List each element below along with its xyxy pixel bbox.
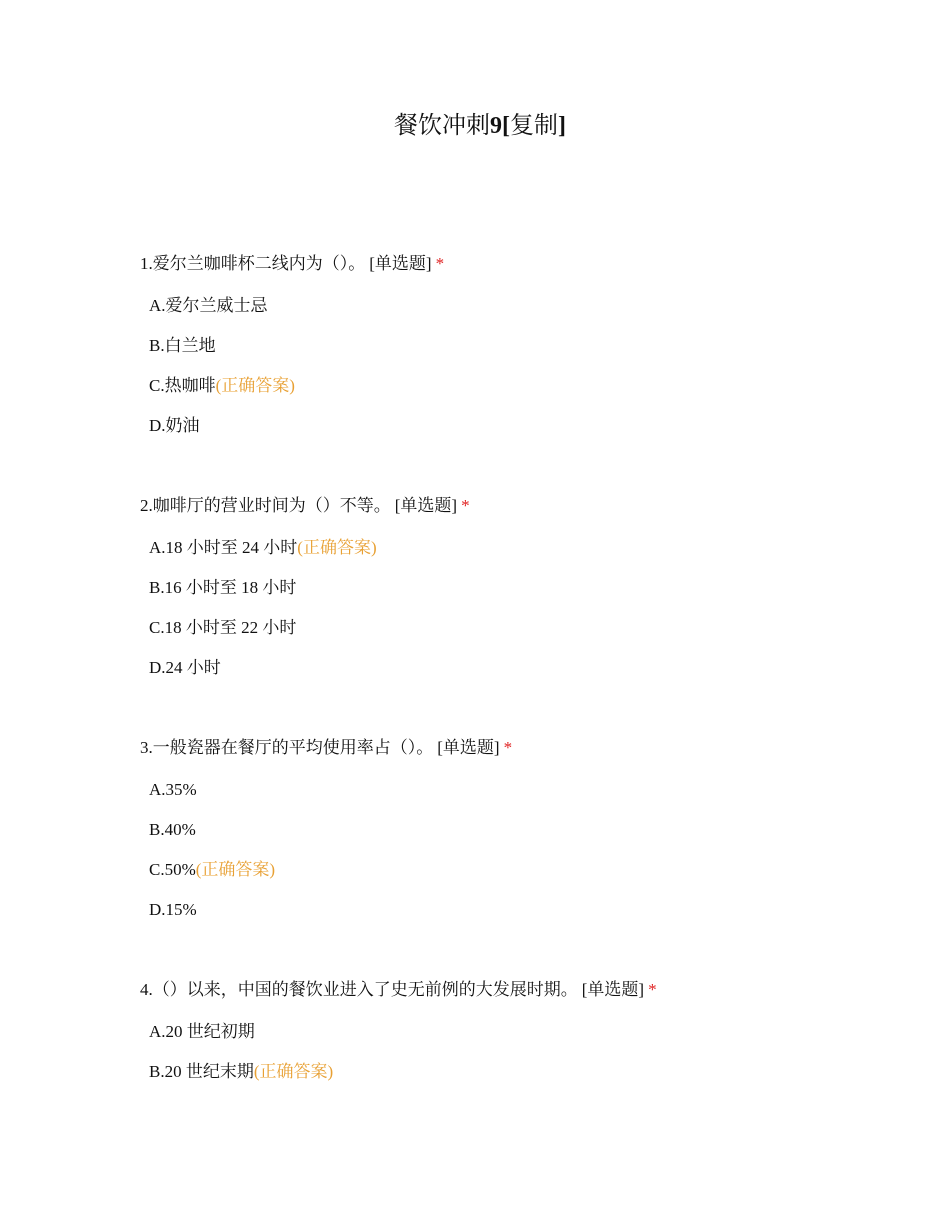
question-2	[140, 494, 900, 688]
question-title	[140, 736, 900, 760]
title-bracket-close: ]	[558, 113, 566, 139]
option-b[interactable]	[140, 568, 900, 608]
question-title	[140, 252, 900, 276]
option-a[interactable]	[140, 528, 900, 568]
required-mark: *	[503, 738, 513, 757]
correct-answer-note: (正确答案)	[297, 538, 377, 557]
option-label: A.爱尔兰威士忌	[149, 296, 268, 315]
title-prefix: 餐饮冲刺	[394, 113, 490, 139]
question-4	[140, 978, 900, 1092]
question-3	[140, 736, 900, 930]
option-label: C.18 小时至 22 小时	[149, 618, 297, 637]
correct-answer-note: (正确答案)	[253, 1062, 334, 1081]
question-title	[140, 494, 900, 518]
option-list	[140, 528, 900, 688]
option-a[interactable]	[140, 1012, 900, 1052]
option-d[interactable]	[140, 890, 900, 930]
option-b[interactable]	[140, 1052, 900, 1092]
option-label: D.奶油	[149, 416, 200, 435]
question-type: [单选题]	[394, 496, 458, 515]
question-title	[140, 978, 900, 1002]
option-c[interactable]	[140, 850, 900, 890]
option-label: B.白兰地	[149, 336, 216, 355]
option-label: A.18 小时至 24 小时	[149, 538, 298, 557]
option-d[interactable]	[140, 648, 900, 688]
option-b[interactable]	[140, 326, 900, 366]
option-label: A.35%	[149, 780, 197, 799]
question-text: 3.一般瓷器在餐厅的平均使用率占（）。	[140, 738, 434, 757]
option-a[interactable]	[140, 286, 900, 326]
option-label: C.热咖啡	[149, 376, 216, 395]
option-list	[140, 770, 900, 930]
option-b[interactable]	[140, 810, 900, 850]
question-text: 1.爱尔兰咖啡杯二线内为（）。	[140, 254, 366, 273]
title-bracket-open: [	[502, 113, 510, 139]
correct-answer-note: (正确答案)	[215, 376, 295, 395]
option-label: D.24 小时	[149, 658, 221, 677]
required-mark: *	[435, 254, 445, 273]
question-type: [单选题]	[581, 980, 645, 999]
question-1	[140, 252, 900, 446]
option-label: B.40%	[149, 820, 196, 839]
title-suffix: 复制	[510, 113, 558, 139]
option-d[interactable]	[140, 406, 900, 446]
option-label: B.16 小时至 18 小时	[149, 578, 297, 597]
option-c[interactable]	[140, 608, 900, 648]
correct-answer-note: (正确答案)	[195, 860, 276, 879]
question-text: 2.咖啡厅的营业时间为（）不等。	[140, 496, 391, 515]
option-list	[140, 286, 900, 446]
option-list	[140, 1012, 900, 1092]
option-label: B.20 世纪末期	[149, 1062, 254, 1081]
question-type: [单选题]	[369, 254, 432, 273]
required-mark: *	[648, 980, 657, 999]
question-text: 4.（）以来，中国的餐饮业进入了史无前例的大发展时期。	[140, 980, 578, 999]
option-label: A.20 世纪初期	[149, 1022, 255, 1041]
title-number: 9	[490, 113, 502, 139]
required-mark: *	[461, 496, 470, 515]
option-a[interactable]	[140, 770, 900, 810]
option-c[interactable]	[140, 366, 900, 406]
question-type: [单选题]	[437, 738, 500, 757]
option-label: C.50%	[149, 860, 196, 879]
page-title	[0, 110, 950, 142]
option-label: D.15%	[149, 900, 197, 919]
